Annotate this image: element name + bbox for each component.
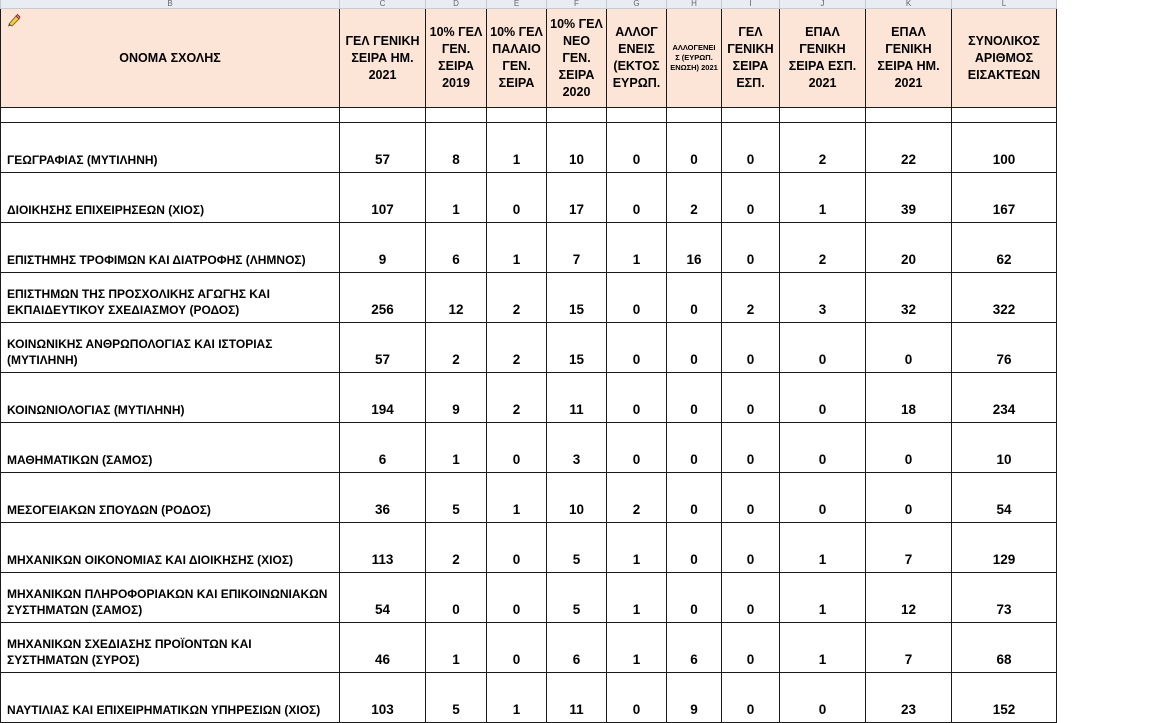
empty-cell[interactable] xyxy=(667,108,722,123)
value-cell-f[interactable]: 15 xyxy=(547,273,607,323)
value-cell-g[interactable]: 1 xyxy=(607,523,667,573)
value-cell-h[interactable]: 0 xyxy=(667,273,722,323)
value-cell-l[interactable]: 129 xyxy=(952,523,1057,573)
header-cell-k[interactable]: ΕΠΑΛ ΓΕΝΙΚΗ ΣΕΙΡΑ ΗΜ. 2021 xyxy=(866,9,952,108)
value-cell-g[interactable]: 0 xyxy=(607,373,667,423)
table-row xyxy=(1,123,1057,173)
value-cell-h[interactable]: 0 xyxy=(667,573,722,623)
table-row xyxy=(1,273,1057,323)
value-cell-k[interactable]: 12 xyxy=(866,573,952,623)
column-letter-k[interactable]: K xyxy=(866,0,952,9)
header-cell-f[interactable]: 10% ΓΕΛ ΝΕΟ ΓΕΝ. ΣΕΙΡΑ 2020 xyxy=(547,9,607,108)
value-cell-j[interactable]: 2 xyxy=(780,223,866,273)
header-cell-h[interactable]: ΑΛΛΟΓΕΝΕΙ Σ (ΕΥΡΩΠ. ΕΝΩΣΗ) 2021 xyxy=(667,9,722,108)
table-row xyxy=(1,523,1057,573)
value-cell-d[interactable]: 12 xyxy=(426,273,487,323)
value-cell-j[interactable]: 0 xyxy=(780,673,866,723)
school-name-cell[interactable]: ΝΑΥΤΙΛΙΑΣ ΚΑΙ ΕΠΙΧΕΙΡΗΜΑΤΙΚΩΝ ΥΠΗΡΕΣΙΩΝ (ΧΙΟΣ) xyxy=(1,673,340,723)
value-cell-h[interactable]: 0 xyxy=(667,373,722,423)
value-cell-k[interactable]: 22 xyxy=(866,123,952,173)
value-cell-i[interactable]: 0 xyxy=(722,423,780,473)
empty-cell[interactable] xyxy=(487,108,547,123)
value-cell-j[interactable]: 3 xyxy=(780,273,866,323)
value-cell-e[interactable]: 2 xyxy=(487,323,547,373)
value-cell-g[interactable]: 0 xyxy=(607,323,667,373)
empty-cell[interactable] xyxy=(866,108,952,123)
value-cell-g[interactable]: 0 xyxy=(607,423,667,473)
value-cell-f[interactable]: 10 xyxy=(547,123,607,173)
value-cell-h[interactable]: 16 xyxy=(667,223,722,273)
header-cell-school-name[interactable] xyxy=(1,9,340,108)
table-row xyxy=(1,423,1057,473)
value-cell-d[interactable]: 8 xyxy=(426,123,487,173)
value-cell-c[interactable]: 113 xyxy=(340,523,426,573)
value-cell-f[interactable]: 11 xyxy=(547,373,607,423)
value-cell-d[interactable]: 0 xyxy=(426,573,487,623)
value-cell-d[interactable]: 1 xyxy=(426,423,487,473)
table-body xyxy=(1,108,1057,723)
value-cell-f[interactable]: 3 xyxy=(547,423,607,473)
value-cell-d[interactable]: 2 xyxy=(426,523,487,573)
header-cell-d[interactable]: 10% ΓΕΛ ΓΕΝ. ΣΕΙΡΑ 2019 xyxy=(426,9,487,108)
value-cell-h[interactable]: 0 xyxy=(667,473,722,523)
value-cell-e[interactable]: 1 xyxy=(487,123,547,173)
column-letters-row xyxy=(1,0,1057,9)
value-cell-d[interactable]: 5 xyxy=(426,473,487,523)
value-cell-c[interactable]: 6 xyxy=(340,423,426,473)
value-cell-i[interactable]: 0 xyxy=(722,373,780,423)
value-cell-j[interactable]: 1 xyxy=(780,523,866,573)
value-cell-k[interactable]: 18 xyxy=(866,373,952,423)
value-cell-e[interactable]: 1 xyxy=(487,673,547,723)
value-cell-e[interactable]: 0 xyxy=(487,573,547,623)
value-cell-j[interactable]: 1 xyxy=(780,573,866,623)
value-cell-f[interactable]: 7 xyxy=(547,223,607,273)
value-cell-f[interactable]: 6 xyxy=(547,623,607,673)
school-name-cell[interactable]: ΜΕΣΟΓΕΙΑΚΩΝ ΣΠΟΥΔΩΝ (ΡΟΔΟΣ) xyxy=(1,473,340,523)
value-cell-l[interactable]: 76 xyxy=(952,323,1057,373)
value-cell-h[interactable]: 0 xyxy=(667,123,722,173)
value-cell-f[interactable]: 11 xyxy=(547,673,607,723)
column-letter-j[interactable]: J xyxy=(780,0,866,9)
value-cell-h[interactable]: 0 xyxy=(667,423,722,473)
value-cell-g[interactable]: 1 xyxy=(607,623,667,673)
column-letter-c[interactable]: C xyxy=(340,0,426,9)
empty-cell[interactable] xyxy=(780,108,866,123)
value-cell-j[interactable]: 0 xyxy=(780,323,866,373)
empty-cell[interactable] xyxy=(340,108,426,123)
value-cell-k[interactable]: 0 xyxy=(866,473,952,523)
table-row xyxy=(1,173,1057,223)
value-cell-i[interactable]: 0 xyxy=(722,223,780,273)
value-cell-f[interactable]: 10 xyxy=(547,473,607,523)
value-cell-c[interactable]: 107 xyxy=(340,173,426,223)
pencil-eraser-icon[interactable] xyxy=(7,13,21,27)
value-cell-k[interactable]: 39 xyxy=(866,173,952,223)
empty-cell[interactable] xyxy=(722,108,780,123)
table-row xyxy=(1,673,1057,723)
value-cell-i[interactable]: 0 xyxy=(722,573,780,623)
value-cell-c[interactable]: 57 xyxy=(340,123,426,173)
value-cell-i[interactable]: 0 xyxy=(722,623,780,673)
value-cell-g[interactable]: 1 xyxy=(607,573,667,623)
value-cell-l[interactable]: 234 xyxy=(952,373,1057,423)
value-cell-c[interactable]: 256 xyxy=(340,273,426,323)
column-letter-b[interactable]: B xyxy=(1,0,340,9)
table-row xyxy=(1,373,1057,423)
value-cell-g[interactable]: 2 xyxy=(607,473,667,523)
value-cell-j[interactable]: 0 xyxy=(780,473,866,523)
value-cell-j[interactable]: 1 xyxy=(780,623,866,673)
school-name-cell[interactable]: ΕΠΙΣΤΗΜΗΣ ΤΡΟΦΙΜΩΝ ΚΑΙ ΔΙΑΤΡΟΦΗΣ (ΛΗΜΝΟΣ) xyxy=(1,223,340,273)
value-cell-c[interactable]: 46 xyxy=(340,623,426,673)
value-cell-l[interactable]: 68 xyxy=(952,623,1057,673)
value-cell-k[interactable]: 0 xyxy=(866,423,952,473)
value-cell-d[interactable]: 1 xyxy=(426,623,487,673)
value-cell-f[interactable]: 17 xyxy=(547,173,607,223)
value-cell-j[interactable]: 0 xyxy=(780,423,866,473)
value-cell-i[interactable]: 0 xyxy=(722,523,780,573)
value-cell-f[interactable]: 15 xyxy=(547,323,607,373)
value-cell-e[interactable]: 2 xyxy=(487,273,547,323)
value-cell-g[interactable]: 0 xyxy=(607,273,667,323)
column-letter-i[interactable]: I xyxy=(722,0,780,9)
value-cell-l[interactable]: 54 xyxy=(952,473,1057,523)
value-cell-c[interactable]: 194 xyxy=(340,373,426,423)
value-cell-l[interactable]: 322 xyxy=(952,273,1057,323)
value-cell-h[interactable]: 0 xyxy=(667,323,722,373)
header-cell-i[interactable]: ΓΕΛ ΓΕΝΙΚΗ ΣΕΙΡΑ ΕΣΠ. xyxy=(722,9,780,108)
value-cell-e[interactable]: 1 xyxy=(487,223,547,273)
value-cell-f[interactable]: 5 xyxy=(547,573,607,623)
school-name-cell[interactable]: ΜΗΧΑΝΙΚΩΝ ΠΛΗΡΟΦΟΡΙΑΚΩΝ ΚΑΙ ΕΠΙΚΟΙΝΩΝΙΑΚΩΝ ΣΥΣΤΗΜΑΤΩΝ (ΣΑΜΟΣ) xyxy=(1,573,340,623)
empty-cell[interactable] xyxy=(1,108,340,123)
value-cell-c[interactable]: 103 xyxy=(340,673,426,723)
header-cell-e[interactable]: 10% ΓΕΛ ΠΑΛΑΙΟ ΓΕΝ. ΣΕΙΡΑ xyxy=(487,9,547,108)
empty-cell[interactable] xyxy=(607,108,667,123)
value-cell-l[interactable]: 73 xyxy=(952,573,1057,623)
value-cell-e[interactable]: 2 xyxy=(487,373,547,423)
value-cell-e[interactable]: 0 xyxy=(487,423,547,473)
value-cell-k[interactable]: 20 xyxy=(866,223,952,273)
value-cell-g[interactable]: 0 xyxy=(607,673,667,723)
table-row xyxy=(1,573,1057,623)
value-cell-d[interactable]: 6 xyxy=(426,223,487,273)
value-cell-i[interactable]: 0 xyxy=(722,673,780,723)
value-cell-l[interactable]: 62 xyxy=(952,223,1057,273)
school-name-cell[interactable]: ΜΗΧΑΝΙΚΩΝ ΣΧΕΔΙΑΣΗΣ ΠΡΟΪΟΝΤΩΝ ΚΑΙ ΣΥΣΤΗΜΑΤΩΝ (ΣΥΡΟΣ) xyxy=(1,623,340,673)
value-cell-d[interactable]: 1 xyxy=(426,173,487,223)
table-row xyxy=(1,473,1057,523)
empty-cell[interactable] xyxy=(426,108,487,123)
value-cell-j[interactable]: 2 xyxy=(780,123,866,173)
school-name-cell[interactable]: ΜΗΧΑΝΙΚΩΝ ΟΙΚΟΝΟΜΙΑΣ ΚΑΙ ΔΙΟΙΚΗΣΗΣ (ΧΙΟΣ) xyxy=(1,523,340,573)
column-letter-e[interactable]: E xyxy=(487,0,547,9)
value-cell-d[interactable]: 9 xyxy=(426,373,487,423)
column-letter-f[interactable]: F xyxy=(547,0,607,9)
value-cell-g[interactable]: 1 xyxy=(607,223,667,273)
school-name-cell[interactable]: ΚΟΙΝΩΝΙΟΛΟΓΙΑΣ (ΜΥΤΙΛΗΝΗ) xyxy=(1,373,340,423)
value-cell-h[interactable]: 9 xyxy=(667,673,722,723)
value-cell-f[interactable]: 5 xyxy=(547,523,607,573)
value-cell-c[interactable]: 36 xyxy=(340,473,426,523)
header-label: ΟΝΟΜΑ ΣΧΟΛΗΣ xyxy=(119,50,221,65)
school-name-cell[interactable]: ΓΕΩΓΡΑΦΙΑΣ (ΜΥΤΙΛΗΝΗ) xyxy=(1,123,340,173)
empty-cell[interactable] xyxy=(952,108,1057,123)
header-row xyxy=(1,9,1057,108)
header-cell-j[interactable]: ΕΠΑΛ ΓΕΝΙΚΗ ΣΕΙΡΑ ΕΣΠ. 2021 xyxy=(780,9,866,108)
column-letter-h[interactable]: H xyxy=(667,0,722,9)
table-row xyxy=(1,323,1057,373)
value-cell-k[interactable]: 23 xyxy=(866,673,952,723)
value-cell-d[interactable]: 2 xyxy=(426,323,487,373)
table-row xyxy=(1,223,1057,273)
school-name-cell[interactable]: ΚΟΙΝΩΝΙΚΗΣ ΑΝΘΡΩΠΟΛΟΓΙΑΣ ΚΑΙ ΙΣΤΟΡΙΑΣ (ΜΥΤΙΛΗΝΗ) xyxy=(1,323,340,373)
value-cell-e[interactable]: 0 xyxy=(487,173,547,223)
value-cell-h[interactable]: 2 xyxy=(667,173,722,223)
school-name-cell[interactable]: ΜΑΘΗΜΑΤΙΚΩΝ (ΣΑΜΟΣ) xyxy=(1,423,340,473)
value-cell-k[interactable]: 7 xyxy=(866,623,952,673)
table-row xyxy=(1,623,1057,673)
empty-cell[interactable] xyxy=(547,108,607,123)
value-cell-e[interactable]: 0 xyxy=(487,523,547,573)
value-cell-i[interactable]: 0 xyxy=(722,473,780,523)
header-cell-g[interactable]: ΑΛΛΟΓ ΕΝΕΙΣ (ΕΚΤΟΣ ΕΥΡΩΠ. xyxy=(607,9,667,108)
school-name-cell[interactable]: ΔΙΟΙΚΗΣΗΣ ΕΠΙΧΕΙΡΗΣΕΩΝ (ΧΙΟΣ) xyxy=(1,173,340,223)
value-cell-l[interactable]: 167 xyxy=(952,173,1057,223)
value-cell-c[interactable]: 57 xyxy=(340,323,426,373)
value-cell-e[interactable]: 1 xyxy=(487,473,547,523)
value-cell-h[interactable]: 6 xyxy=(667,623,722,673)
value-cell-l[interactable]: 10 xyxy=(952,423,1057,473)
column-letter-d[interactable]: D xyxy=(426,0,487,9)
value-cell-i[interactable]: 0 xyxy=(722,173,780,223)
value-cell-e[interactable]: 0 xyxy=(487,623,547,673)
value-cell-c[interactable]: 54 xyxy=(340,573,426,623)
value-cell-i[interactable]: 0 xyxy=(722,123,780,173)
value-cell-g[interactable]: 0 xyxy=(607,123,667,173)
value-cell-k[interactable]: 7 xyxy=(866,523,952,573)
school-name-cell[interactable]: ΕΠΙΣΤΗΜΩΝ ΤΗΣ ΠΡΟΣΧΟΛΙΚΗΣ ΑΓΩΓΗΣ ΚΑΙ ΕΚΠΑΙΔΕΥΤΙΚΟΥ ΣΧΕΔΙΑΣΜΟΥ (ΡΟΔΟΣ) xyxy=(1,273,340,323)
column-letter-g[interactable]: G xyxy=(607,0,667,9)
value-cell-h[interactable]: 0 xyxy=(667,523,722,573)
value-cell-d[interactable]: 5 xyxy=(426,673,487,723)
header-cell-l[interactable]: ΣΥΝΟΛΙΚΟΣ ΑΡΙΘΜΟΣ ΕΙΣΑΚΤΕΩΝ xyxy=(952,9,1057,108)
column-letter-l[interactable]: L xyxy=(952,0,1057,9)
value-cell-j[interactable]: 0 xyxy=(780,373,866,423)
value-cell-k[interactable]: 32 xyxy=(866,273,952,323)
header-cell-c[interactable]: ΓΕΛ ΓΕΝΙΚΗ ΣΕΙΡΑ ΗΜ. 2021 xyxy=(340,9,426,108)
value-cell-j[interactable]: 1 xyxy=(780,173,866,223)
spacer-row xyxy=(1,108,1057,123)
value-cell-k[interactable]: 0 xyxy=(866,323,952,373)
value-cell-l[interactable]: 152 xyxy=(952,673,1057,723)
value-cell-g[interactable]: 0 xyxy=(607,173,667,223)
value-cell-i[interactable]: 0 xyxy=(722,323,780,373)
value-cell-c[interactable]: 9 xyxy=(340,223,426,273)
value-cell-l[interactable]: 100 xyxy=(952,123,1057,173)
value-cell-i[interactable]: 2 xyxy=(722,273,780,323)
